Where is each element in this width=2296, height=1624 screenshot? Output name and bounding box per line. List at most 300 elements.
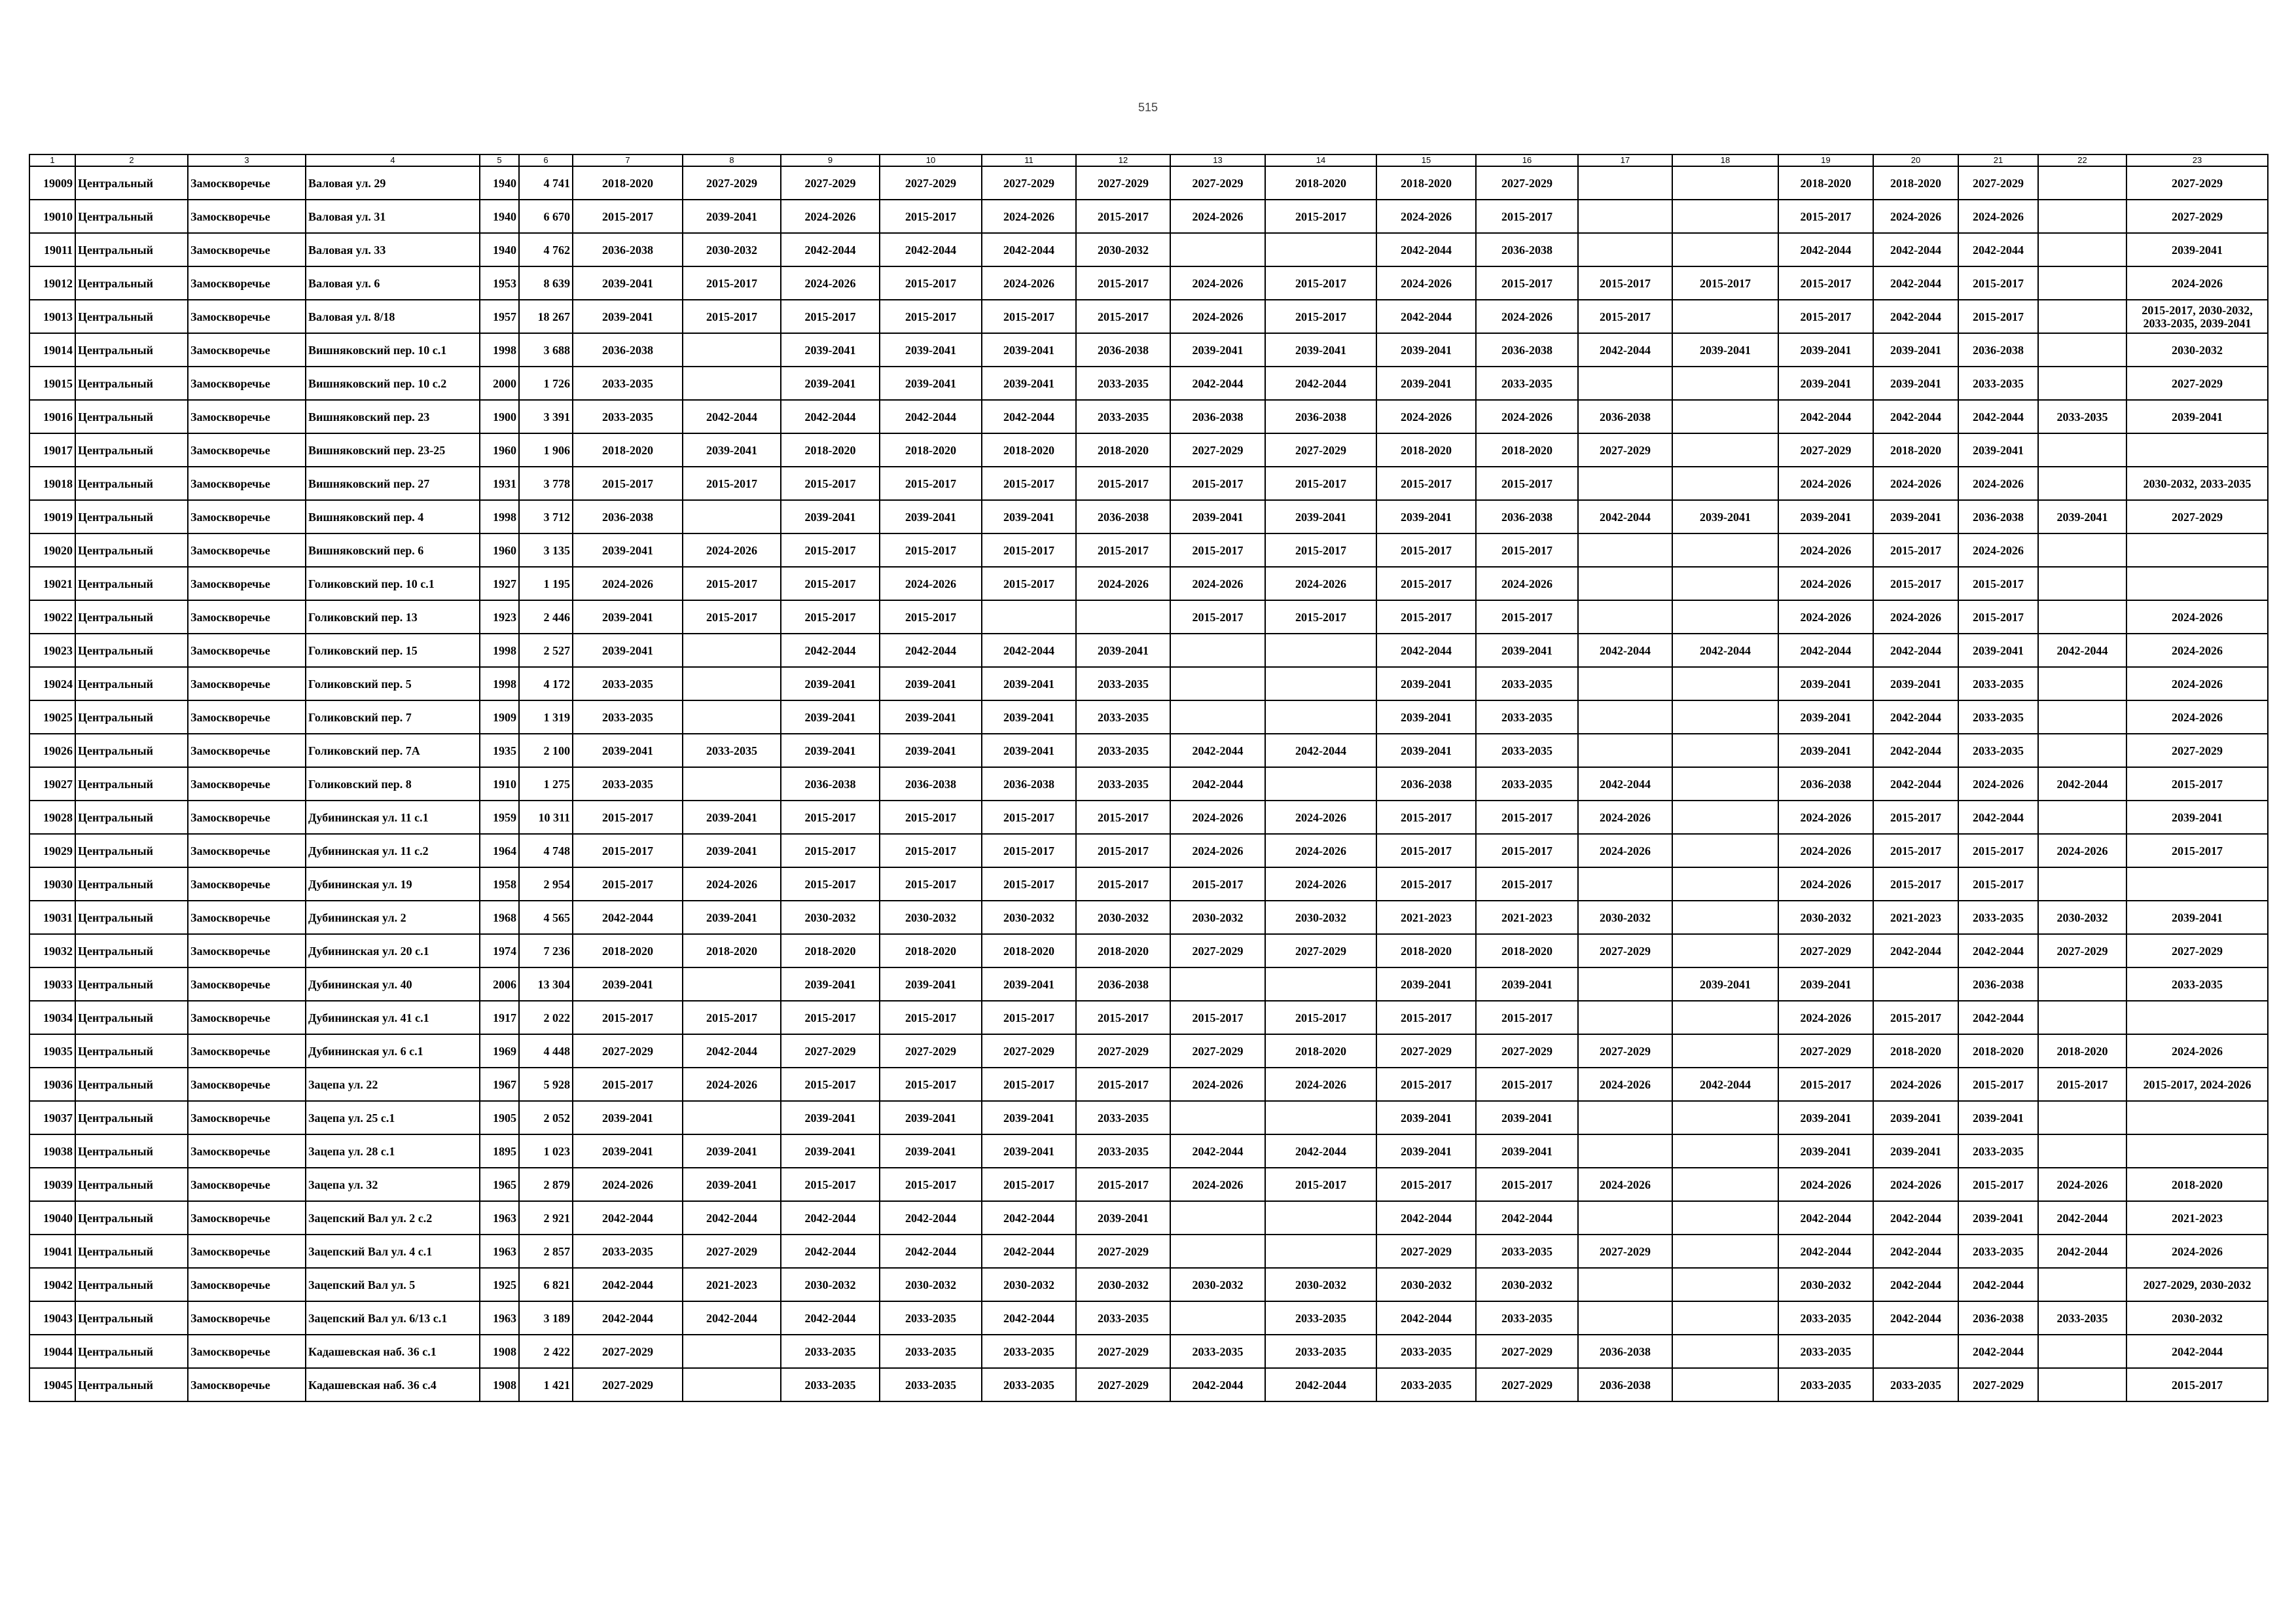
table-cell: 2 879 [519,1168,573,1201]
table-cell [2038,1335,2126,1368]
table-cell: 2024-2026 [1778,467,1873,500]
table-cell: Центральный [75,834,188,867]
table-cell: 2027-2029 [1170,934,1265,967]
table-cell: 2039-2041 [1778,367,1873,400]
table-cell: 2015-2017 [880,266,982,300]
table-cell [2038,700,2126,734]
table-cell: 2018-2020 [1376,934,1476,967]
table-cell: 2039-2041 [2038,500,2126,533]
table-cell: 2039-2041 [2126,400,2268,433]
table-cell: Вишняковский пер. 23-25 [306,433,480,467]
table-row [29,1268,2268,1301]
table-cell: 1959 [480,801,519,834]
table-cell: 2042-2044 [2038,634,2126,667]
table-cell: 2015-2017 [982,300,1076,333]
table-cell [1672,1235,1778,1268]
table-cell: Центральный [75,1068,188,1101]
table-row [29,1001,2268,1034]
table-cell: 2024-2026 [781,266,880,300]
table-cell: 1998 [480,634,519,667]
table-cell [2038,533,2126,567]
table-cell: 2036-2038 [1076,500,1170,533]
table-cell: 2042-2044 [781,1301,880,1335]
table-cell: 2042-2044 [2126,1335,2268,1368]
table-cell: 2042-2044 [1958,934,2038,967]
table-cell: 2042-2044 [781,1201,880,1235]
table-row [29,834,2268,867]
table-cell: 2030-2032 [1076,233,1170,266]
table-cell: 2033-2035 [2038,400,2126,433]
table-cell: 2042-2044 [573,1301,683,1335]
table-cell: Зацепский Вал ул. 5 [306,1268,480,1301]
table-cell: Голиковский пер. 15 [306,634,480,667]
table-cell: 2030-2032 [1376,1268,1476,1301]
table-cell: 2015-2017 [880,1068,982,1101]
table-cell [1578,734,1672,767]
column-number-header: 15 [1376,154,1476,166]
table-cell: 2015-2017 [1476,1068,1578,1101]
table-cell: 2015-2017 [1265,600,1376,634]
table-cell: 2024-2026 [2038,834,2126,867]
table-cell: 2039-2041 [1376,1134,1476,1168]
table-cell: 2042-2044 [1873,1235,1958,1268]
table-cell: Центральный [75,433,188,467]
table-cell: 2027-2029 [683,166,781,200]
table-cell: Замоскворечье [188,1134,306,1168]
table-cell [2038,433,2126,467]
table-cell: 2039-2041 [2126,801,2268,834]
table-cell: Центральный [75,166,188,200]
table-cell: 2024-2026 [1170,834,1265,867]
table-cell: 2027-2029 [1958,1368,2038,1401]
table-cell: 19013 [29,300,75,333]
table-cell: 1908 [480,1368,519,1401]
table-cell: 2030-2032 [1778,901,1873,934]
table-cell: Голиковский пер. 7 [306,700,480,734]
table-cell: 2015-2017 [1376,1001,1476,1034]
table-cell: Центральный [75,1101,188,1134]
table-cell: 2042-2044 [880,634,982,667]
table-cell: 1925 [480,1268,519,1301]
table-cell: 2015-2017 [1958,567,2038,600]
table-cell: 2039-2041 [781,333,880,367]
table-cell: 2033-2035 [1958,700,2038,734]
table-cell: 2015-2017 [781,1068,880,1101]
table-cell: 2018-2020 [1476,433,1578,467]
table-cell: 19037 [29,1101,75,1134]
table-cell: 2018-2020 [1076,934,1170,967]
table-cell: 2015-2017 [1076,467,1170,500]
table-cell: 2027-2029 [573,1335,683,1368]
table-cell: 2015-2017 [573,1001,683,1034]
table-cell: 2042-2044 [1578,634,1672,667]
table-cell: 2039-2041 [1873,1134,1958,1168]
table-cell: 2039-2041 [781,1134,880,1168]
table-cell: 2039-2041 [880,500,982,533]
table-cell: 2039-2041 [781,967,880,1001]
table-row [29,1301,2268,1335]
table-cell: 2018-2020 [683,934,781,967]
table-cell: 2039-2041 [880,367,982,400]
table-cell: 2015-2017, 2024-2026 [2126,1068,2268,1101]
table-cell: Центральный [75,500,188,533]
table-cell: 2015-2017 [1265,533,1376,567]
table-cell: 2036-2038 [1578,1368,1672,1401]
table-cell: 2042-2044 [1873,934,1958,967]
table-cell: 2015-2017 [1376,600,1476,634]
table-cell: 2039-2041 [1476,634,1578,667]
table-cell: 2015-2017 [1376,1168,1476,1201]
table-cell: 2039-2041 [781,667,880,700]
column-number-header: 8 [683,154,781,166]
table-cell [1672,1335,1778,1368]
table-row [29,367,2268,400]
table-cell: Голиковский пер. 5 [306,667,480,700]
table-cell: 19036 [29,1068,75,1101]
table-cell: 2036-2038 [1578,1335,1672,1368]
table-cell: 2039-2041 [573,967,683,1001]
table-cell: 19030 [29,867,75,901]
table-cell: Голиковский пер. 8 [306,767,480,801]
table-cell: 19040 [29,1201,75,1235]
table-cell: 2033-2035 [1476,767,1578,801]
table-cell: 2015-2017 [1265,467,1376,500]
table-cell: 2027-2029 [880,166,982,200]
table-cell: 2039-2041 [1778,734,1873,767]
table-cell: 2024-2026 [2126,667,2268,700]
table-cell: 2027-2029 [2126,200,2268,233]
table-cell: 2027-2029 [982,1034,1076,1068]
table-cell: 2024-2026 [1578,1168,1672,1201]
table-row [29,1235,2268,1268]
table-cell: 2033-2035 [1958,734,2038,767]
table-cell: 2024-2026 [1873,1168,1958,1201]
table-cell: 2039-2041 [1376,700,1476,734]
table-cell: 2036-2038 [573,233,683,266]
table-cell: 1998 [480,333,519,367]
column-number-header: 11 [982,154,1076,166]
table-cell: 2015-2017 [1265,1001,1376,1034]
table-cell: 2015-2017 [781,600,880,634]
table-cell [683,767,781,801]
table-cell [1672,600,1778,634]
table-cell [1672,867,1778,901]
table-cell: 2024-2026 [2126,700,2268,734]
table-cell [1672,1201,1778,1235]
table-cell: 2042-2044 [880,1235,982,1268]
table-cell [1672,1268,1778,1301]
table-cell: 2033-2035 [1778,1335,1873,1368]
table-cell [2038,1268,2126,1301]
table-cell: 2030-2032 [880,1268,982,1301]
table-cell: 19014 [29,333,75,367]
table-cell: 2033-2035 [1076,734,1170,767]
table-cell: 2018-2020 [1778,166,1873,200]
table-cell: 2015-2017 [683,467,781,500]
table-cell: 2015-2017 [1376,1068,1476,1101]
table-cell: 2042-2044 [1376,1201,1476,1235]
table-cell: Замоскворечье [188,166,306,200]
table-cell: 2039-2041 [573,266,683,300]
table-cell: 2042-2044 [1958,1268,2038,1301]
table-cell [1672,934,1778,967]
table-cell: 2033-2035 [1076,1134,1170,1168]
table-cell: 2027-2029 [880,1034,982,1068]
table-cell [683,367,781,400]
table-cell: 1963 [480,1301,519,1335]
table-cell [1265,767,1376,801]
table-cell: 2042-2044 [1873,767,1958,801]
table-cell: 2027-2029 [2126,734,2268,767]
table-cell [683,634,781,667]
table-cell: 2015-2017 [1873,567,1958,600]
table-cell: 19023 [29,634,75,667]
table-cell: 2015-2017 [1076,1001,1170,1034]
table-cell: 19022 [29,600,75,634]
column-number-header: 13 [1170,154,1265,166]
table-cell: 2015-2017 [683,300,781,333]
table-cell: 2039-2041 [1778,500,1873,533]
table-cell [1672,166,1778,200]
table-cell: 2015-2017 [1476,533,1578,567]
table-cell: 2 857 [519,1235,573,1268]
table-cell: 19025 [29,700,75,734]
table-cell: 2015-2017 [1076,801,1170,834]
table-cell: 2039-2041 [1376,500,1476,533]
table-cell: 2024-2026 [1170,1068,1265,1101]
table-cell [2126,867,2268,901]
table-row [29,634,2268,667]
table-cell: Центральный [75,1368,188,1401]
table-cell: 3 189 [519,1301,573,1335]
table-cell: 2042-2044 [982,634,1076,667]
table-cell: 2039-2041 [982,734,1076,767]
table-cell: 2015-2017 [1958,1068,2038,1101]
table-cell: 5 928 [519,1068,573,1101]
table-cell: 2 527 [519,634,573,667]
table-cell: 2030-2032 [683,233,781,266]
table-cell: 2024-2026 [1778,567,1873,600]
table-cell: Замоскворечье [188,1201,306,1235]
table-cell: 2042-2044 [1578,333,1672,367]
table-cell: Центральный [75,200,188,233]
table-cell [2038,166,2126,200]
column-number-header: 14 [1265,154,1376,166]
table-cell: 2018-2020 [1376,433,1476,467]
table-cell: 2024-2026 [1873,600,1958,634]
table-cell: Замоскворечье [188,901,306,934]
table-cell: 2018-2020 [781,934,880,967]
table-cell [1672,400,1778,433]
table-cell: Кадашевская наб. 36 с.4 [306,1368,480,1401]
table-row [29,767,2268,801]
table-cell: 2033-2035 [1076,767,1170,801]
table-cell: 2015-2017 [573,200,683,233]
table-cell [1672,533,1778,567]
table-cell: 2015-2017 [1476,600,1578,634]
table-cell: Дубининская ул. 20 с.1 [306,934,480,967]
table-cell: 6 821 [519,1268,573,1301]
table-cell: 2042-2044 [2038,1201,2126,1235]
table-cell: 2039-2041 [1778,1134,1873,1168]
table-cell: 2033-2035 [2126,967,2268,1001]
table-cell: 2042-2044 [1778,400,1873,433]
table-cell: 2027-2029 [2126,166,2268,200]
table-cell: 2024-2026 [2126,266,2268,300]
table-cell [2038,967,2126,1001]
table-cell [1672,1134,1778,1168]
table-cell: 2000 [480,367,519,400]
table-row [29,600,2268,634]
table-cell: 2039-2041 [573,1101,683,1134]
table-cell: Центральный [75,266,188,300]
table-cell: Центральный [75,801,188,834]
table-cell: 1895 [480,1134,519,1168]
table-cell: 2042-2044 [573,1268,683,1301]
table-cell: 2039-2041 [982,500,1076,533]
table-cell: 2024-2026 [1376,200,1476,233]
table-cell: Центральный [75,567,188,600]
table-cell: 2027-2029 [1376,1034,1476,1068]
table-cell: Вишняковский пер. 23 [306,400,480,433]
table-cell: 3 391 [519,400,573,433]
table-cell: Вишняковский пер. 27 [306,467,480,500]
table-cell [1672,367,1778,400]
table-cell: Центральный [75,300,188,333]
column-number-header: 4 [306,154,480,166]
table-cell: 2042-2044 [880,400,982,433]
table-cell: 2027-2029 [1476,1335,1578,1368]
table-cell: 2036-2038 [573,333,683,367]
table-cell: 2042-2044 [1873,1268,1958,1301]
table-cell: 1957 [480,300,519,333]
table-cell: 2030-2032 [1265,901,1376,934]
table-cell: 2042-2044 [1958,1001,2038,1034]
table-cell: 2015-2017 [683,600,781,634]
table-cell: 2021-2023 [2126,1201,2268,1235]
table-cell [683,967,781,1001]
table-cell: 2024-2026 [683,533,781,567]
table-cell: 2036-2038 [1476,500,1578,533]
table-cell [683,1335,781,1368]
table-cell: 1964 [480,834,519,867]
table-cell: 2039-2041 [1376,1101,1476,1134]
table-cell: 2015-2017 [1778,266,1873,300]
table-cell: 4 448 [519,1034,573,1068]
table-row [29,734,2268,767]
table-cell [1672,1168,1778,1201]
table-cell: 2039-2041 [982,333,1076,367]
table-cell: 2015-2017 [1873,867,1958,901]
table-cell: 2042-2044 [1376,634,1476,667]
table-cell: 2036-2038 [1958,967,2038,1001]
table-cell [2126,1001,2268,1034]
table-cell: 2024-2026 [1873,1068,1958,1101]
table-cell: 2024-2026 [1958,467,2038,500]
table-cell: 2039-2041 [1076,1201,1170,1235]
table-row [29,1335,2268,1368]
table-cell: 2024-2026 [1170,266,1265,300]
table-cell: 4 762 [519,233,573,266]
table-cell: 2015-2017 [880,1168,982,1201]
table-cell: 2015-2017 [1476,200,1578,233]
table-cell: 2033-2035 [1076,700,1170,734]
table-cell: 2027-2029 [1076,1034,1170,1068]
table-cell: 10 311 [519,801,573,834]
table-cell: 2027-2029 [1076,1235,1170,1268]
table-cell: 2027-2029 [1265,934,1376,967]
table-cell: Центральный [75,1034,188,1068]
table-cell: 2030-2032 [1076,901,1170,934]
table-cell: 2042-2044 [1958,400,2038,433]
table-cell: 2042-2044 [781,400,880,433]
table-cell: 2033-2035 [2038,1301,2126,1335]
table-cell: 19027 [29,767,75,801]
table-cell: 2039-2041 [1376,333,1476,367]
table-cell: 2015-2017 [1076,867,1170,901]
table-cell: 2015-2017 [781,533,880,567]
table-cell: 2042-2044 [1778,634,1873,667]
table-cell: 2042-2044 [2038,767,2126,801]
table-cell [1672,667,1778,700]
table-cell: Центральный [75,1268,188,1301]
table-cell: 2024-2026 [1170,567,1265,600]
table-cell: 2027-2029 [1476,1368,1578,1401]
table-cell: Замоскворечье [188,634,306,667]
table-cell: 2033-2035 [1476,367,1578,400]
table-cell: Центральный [75,867,188,901]
table-cell: 2024-2026 [573,567,683,600]
table-cell: 2024-2026 [2038,1168,2126,1201]
table-cell: 2042-2044 [1873,266,1958,300]
table-cell: 1965 [480,1168,519,1201]
table-cell: 2033-2035 [1873,1368,1958,1401]
table-cell: 2015-2017 [1578,266,1672,300]
column-number-header: 17 [1578,154,1672,166]
table-cell [2038,467,2126,500]
table-cell: Центральный [75,634,188,667]
table-row [29,1068,2268,1101]
table-cell: 2018-2020 [982,934,1076,967]
table-cell: 2042-2044 [1170,1368,1265,1401]
table-cell: 2 022 [519,1001,573,1034]
table-row [29,500,2268,533]
table-cell: 2027-2029 [1476,166,1578,200]
table-cell: 2033-2035 [573,667,683,700]
table-cell: 2015-2017 [781,1001,880,1034]
table-cell: Дубининская ул. 19 [306,867,480,901]
table-cell: Замоскворечье [188,567,306,600]
table-cell: 2033-2035 [1476,667,1578,700]
column-number-header: 1 [29,154,75,166]
table-cell: 2015-2017 [1170,600,1265,634]
table-cell [1672,834,1778,867]
table-cell [1578,166,1672,200]
table-cell [1672,901,1778,934]
table-cell: 2039-2041 [1778,667,1873,700]
table-cell: 2015-2017 [880,1001,982,1034]
table-cell: 2039-2041 [1778,700,1873,734]
table-cell: 19020 [29,533,75,567]
table-cell: 2018-2020 [573,433,683,467]
table-cell: 2027-2029 [781,166,880,200]
table-cell: 2039-2041 [683,200,781,233]
table-cell [1578,1268,1672,1301]
table-cell: 2042-2044 [1578,767,1672,801]
table-cell: 2018-2020 [573,934,683,967]
table-cell: 2015-2017 [880,834,982,867]
table-cell: 1958 [480,867,519,901]
